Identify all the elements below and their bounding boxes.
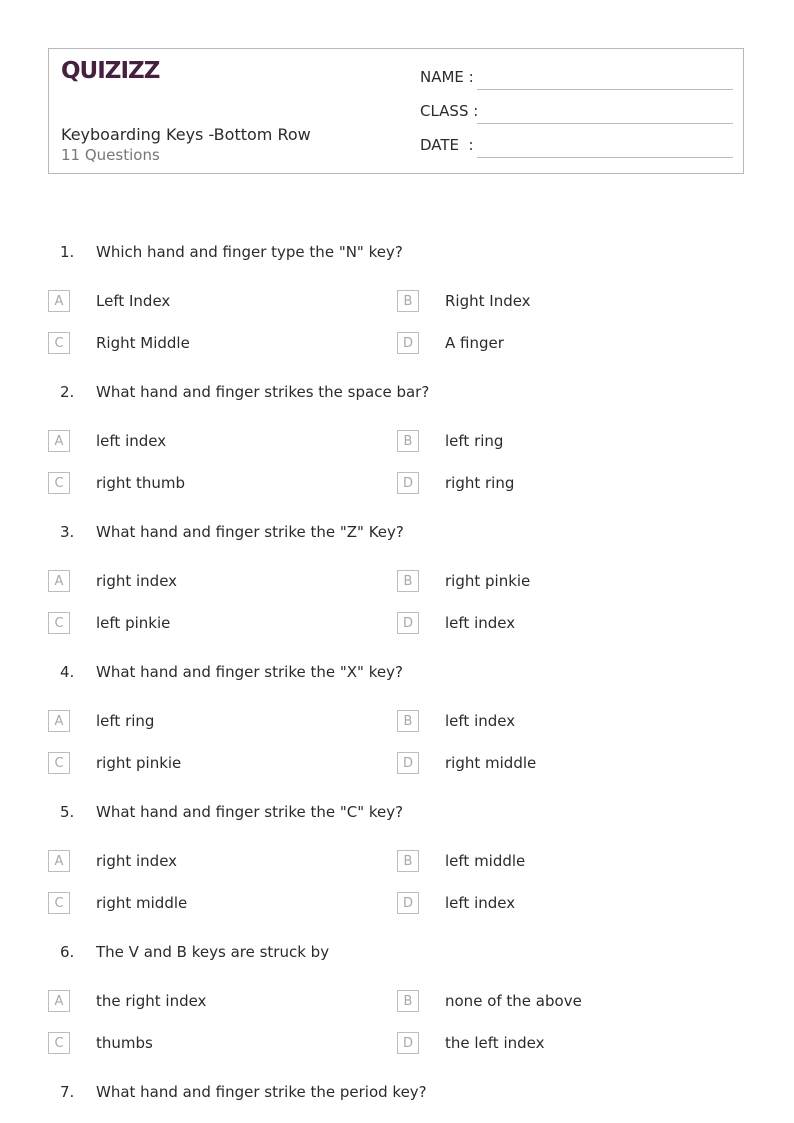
question-number: 1. bbox=[60, 243, 75, 261]
question-text: What hand and finger strike the period key? bbox=[96, 1083, 427, 1101]
question-number: 3. bbox=[60, 523, 75, 541]
option-text: the right index bbox=[96, 992, 207, 1010]
question-text: What hand and finger strikes the space bar? bbox=[96, 383, 430, 401]
option-text: A finger bbox=[445, 334, 504, 352]
worksheet-header bbox=[48, 48, 744, 174]
question-text: What hand and finger strike the "C" key? bbox=[96, 803, 404, 821]
option-text: right middle bbox=[445, 754, 537, 772]
option-text: right pinkie bbox=[96, 754, 182, 772]
option-text: Right Index bbox=[445, 292, 531, 310]
option-letter-box[interactable]: B bbox=[397, 710, 419, 732]
option-letter-box[interactable]: C bbox=[48, 332, 70, 354]
question-number: 2. bbox=[60, 383, 75, 401]
option-text: right thumb bbox=[96, 474, 186, 492]
date-field[interactable] bbox=[477, 157, 733, 158]
quizizz-logo: QUIZIZZ bbox=[61, 58, 160, 84]
option-letter-box[interactable]: D bbox=[397, 472, 419, 494]
question-number: 4. bbox=[60, 663, 75, 681]
option-letter-box[interactable]: D bbox=[397, 1032, 419, 1054]
option-letter-box[interactable]: B bbox=[397, 290, 419, 312]
class-label: CLASS : bbox=[420, 102, 479, 120]
option-letter-box[interactable]: A bbox=[48, 990, 70, 1012]
date-label: DATE : bbox=[420, 136, 474, 154]
option-text: none of the above bbox=[445, 992, 582, 1010]
option-letter-box[interactable]: C bbox=[48, 752, 70, 774]
option-letter-box[interactable]: D bbox=[397, 892, 419, 914]
option-letter-box[interactable]: A bbox=[48, 430, 70, 452]
option-letter-box[interactable]: D bbox=[397, 332, 419, 354]
question-number: 7. bbox=[60, 1083, 75, 1101]
question-text: Which hand and finger type the "N" key? bbox=[96, 243, 403, 261]
option-letter-box[interactable]: B bbox=[397, 430, 419, 452]
option-letter-box[interactable]: A bbox=[48, 710, 70, 732]
option-letter-box[interactable]: D bbox=[397, 752, 419, 774]
question-text: What hand and finger strike the "Z" Key? bbox=[96, 523, 404, 541]
class-field[interactable] bbox=[477, 123, 733, 124]
option-text: left index bbox=[445, 712, 516, 730]
option-text: right ring bbox=[445, 474, 515, 492]
option-letter-box[interactable]: C bbox=[48, 892, 70, 914]
option-text: Left Index bbox=[96, 292, 171, 310]
option-text: right index bbox=[96, 572, 178, 590]
option-letter-box[interactable]: C bbox=[48, 472, 70, 494]
option-letter-box[interactable]: B bbox=[397, 570, 419, 592]
option-text: left pinkie bbox=[96, 614, 171, 632]
question-text: The V and B keys are struck by bbox=[96, 943, 330, 961]
option-text: left index bbox=[445, 894, 516, 912]
name-field[interactable] bbox=[477, 89, 733, 90]
option-text: left middle bbox=[445, 852, 526, 870]
option-text: right middle bbox=[96, 894, 188, 912]
question-number: 6. bbox=[60, 943, 75, 961]
option-text: left index bbox=[96, 432, 167, 450]
option-text: Right Middle bbox=[96, 334, 190, 352]
question-text: What hand and finger strike the "X" key? bbox=[96, 663, 403, 681]
worksheet-title: Keyboarding Keys -Bottom Row bbox=[61, 125, 311, 144]
option-letter-box[interactable]: B bbox=[397, 990, 419, 1012]
option-letter-box[interactable]: A bbox=[48, 850, 70, 872]
option-text: left ring bbox=[445, 432, 504, 450]
question-number: 5. bbox=[60, 803, 75, 821]
option-text: thumbs bbox=[96, 1034, 153, 1052]
option-letter-box[interactable]: B bbox=[397, 850, 419, 872]
option-letter-box[interactable]: A bbox=[48, 570, 70, 592]
option-letter-box[interactable]: A bbox=[48, 290, 70, 312]
option-letter-box[interactable]: D bbox=[397, 612, 419, 634]
option-text: right index bbox=[96, 852, 178, 870]
question-count: 11 Questions bbox=[61, 146, 160, 164]
option-text: left index bbox=[445, 614, 516, 632]
option-letter-box[interactable]: C bbox=[48, 612, 70, 634]
option-text: left ring bbox=[96, 712, 155, 730]
option-letter-box[interactable]: C bbox=[48, 1032, 70, 1054]
name-label: NAME : bbox=[420, 68, 474, 86]
option-text: the left index bbox=[445, 1034, 545, 1052]
option-text: right pinkie bbox=[445, 572, 531, 590]
